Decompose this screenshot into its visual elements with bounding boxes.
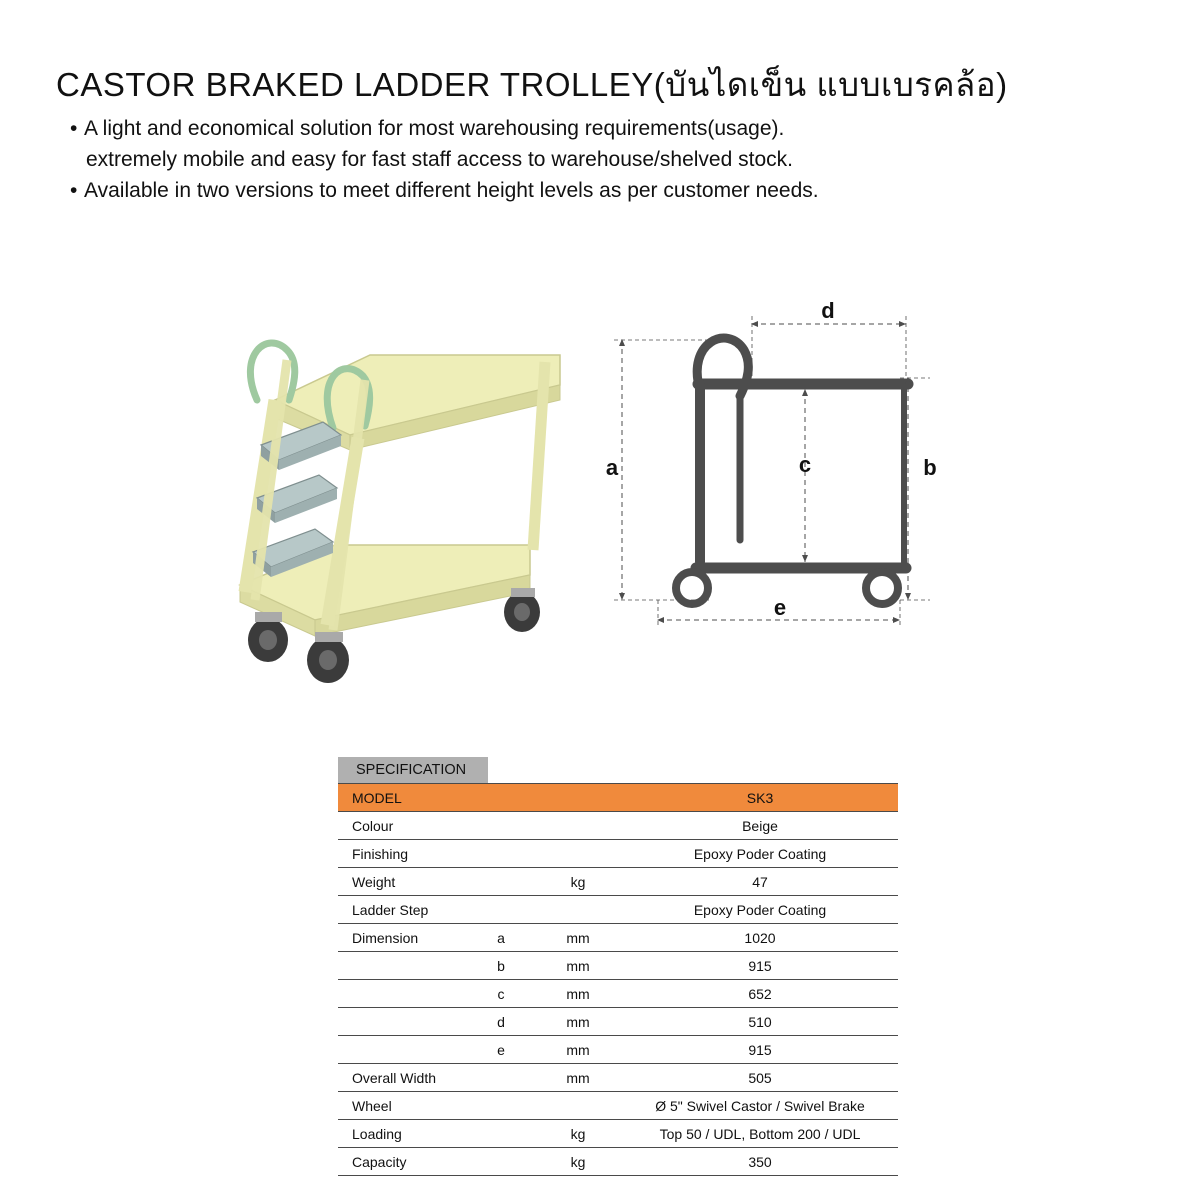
row-value: Top 50 / UDL, Bottom 200 / UDL (622, 1120, 898, 1148)
diagram-label-a: a (605, 455, 619, 480)
diagram-label-c: c (798, 452, 812, 477)
spec-header-unit (534, 784, 622, 812)
row-value: 1020 (622, 924, 898, 952)
table-row (338, 1148, 898, 1176)
row-label: Dimension (338, 924, 468, 952)
row-sub: a (468, 924, 534, 952)
row-value: 350 (622, 1148, 898, 1176)
bullet-line-2 (70, 144, 1130, 175)
page-title: CASTOR BRAKED LADDER TROLLEY(บันไดเข็น แบบเบรคล้อ) (56, 66, 1008, 103)
row-unit (534, 812, 622, 840)
spec-header-label: MODEL (338, 784, 468, 812)
table-row (338, 896, 898, 924)
row-unit (534, 840, 622, 868)
row-value: 505 (622, 1064, 898, 1092)
diagram-label-e: e (773, 595, 787, 620)
row-label (338, 980, 468, 1008)
spec-table (338, 783, 898, 1176)
bullet-line-1 (70, 113, 1130, 144)
bullet-dot-icon-2: • (70, 179, 78, 202)
row-unit: mm (534, 924, 622, 952)
table-row (338, 952, 898, 980)
row-label (338, 1036, 468, 1064)
row-sub (468, 868, 534, 896)
spec-header-row (338, 784, 898, 812)
row-sub (468, 1092, 534, 1120)
row-sub: e (468, 1036, 534, 1064)
row-unit: mm (534, 1008, 622, 1036)
row-unit: mm (534, 1064, 622, 1092)
row-label: Ladder Step (338, 896, 468, 924)
row-value: 510 (622, 1008, 898, 1036)
table-row (338, 1036, 898, 1064)
row-unit: mm (534, 980, 622, 1008)
diagram-label-d: d (821, 300, 835, 323)
row-unit (534, 896, 622, 924)
row-sub (468, 840, 534, 868)
row-label: Finishing (338, 840, 468, 868)
spec-header-sub (468, 784, 534, 812)
row-value: Ø 5" Swivel Castor / Swivel Brake (622, 1092, 898, 1120)
spec-table-body (338, 784, 898, 1176)
row-label (338, 1008, 468, 1036)
row-label: Wheel (338, 1092, 468, 1120)
bullet-text-2: extremely mobile and easy for fast staff access to warehouse/shelved stock. (86, 148, 793, 171)
row-unit: kg (534, 1120, 622, 1148)
row-value: 915 (622, 1036, 898, 1064)
diagram-label-b: b (923, 455, 937, 480)
table-row (338, 868, 898, 896)
table-row (338, 840, 898, 868)
bullet-text-3: Available in two versions to meet different height levels as per customer needs. (84, 179, 819, 202)
row-label: Weight (338, 868, 468, 896)
table-row (338, 1120, 898, 1148)
row-value: Beige (622, 812, 898, 840)
row-sub: b (468, 952, 534, 980)
bullet-text-1: A light and economical solution for most warehousing requirements(usage). (84, 117, 785, 140)
row-value: Epoxy Poder Coating (622, 896, 898, 924)
bullet-dot-icon: • (70, 117, 78, 140)
row-value: 652 (622, 980, 898, 1008)
row-sub: c (468, 980, 534, 1008)
table-row (338, 1064, 898, 1092)
row-value: 47 (622, 868, 898, 896)
row-label (338, 952, 468, 980)
row-unit: kg (534, 868, 622, 896)
row-label: Loading (338, 1120, 468, 1148)
row-sub (468, 1148, 534, 1176)
row-sub (468, 812, 534, 840)
bullet-line-3 (70, 175, 1130, 206)
table-row (338, 980, 898, 1008)
dimension-diagram (600, 300, 980, 660)
table-row (338, 1008, 898, 1036)
table-row (338, 924, 898, 952)
row-label: Overall Width (338, 1064, 468, 1092)
spec-header-value: SK3 (622, 784, 898, 812)
row-label: Capacity (338, 1148, 468, 1176)
row-sub (468, 1064, 534, 1092)
row-unit (534, 1092, 622, 1120)
row-sub (468, 1120, 534, 1148)
row-sub: d (468, 1008, 534, 1036)
table-row (338, 812, 898, 840)
spec-section-header: SPECIFICATION (338, 757, 488, 783)
row-label: Colour (338, 812, 468, 840)
row-unit: mm (534, 1036, 622, 1064)
row-unit: kg (534, 1148, 622, 1176)
table-row (338, 1092, 898, 1120)
row-value: 915 (622, 952, 898, 980)
specification-table (338, 757, 898, 1176)
product-photo (215, 300, 615, 700)
intro-bullets (70, 113, 1130, 206)
row-sub (468, 896, 534, 924)
row-unit: mm (534, 952, 622, 980)
row-value: Epoxy Poder Coating (622, 840, 898, 868)
